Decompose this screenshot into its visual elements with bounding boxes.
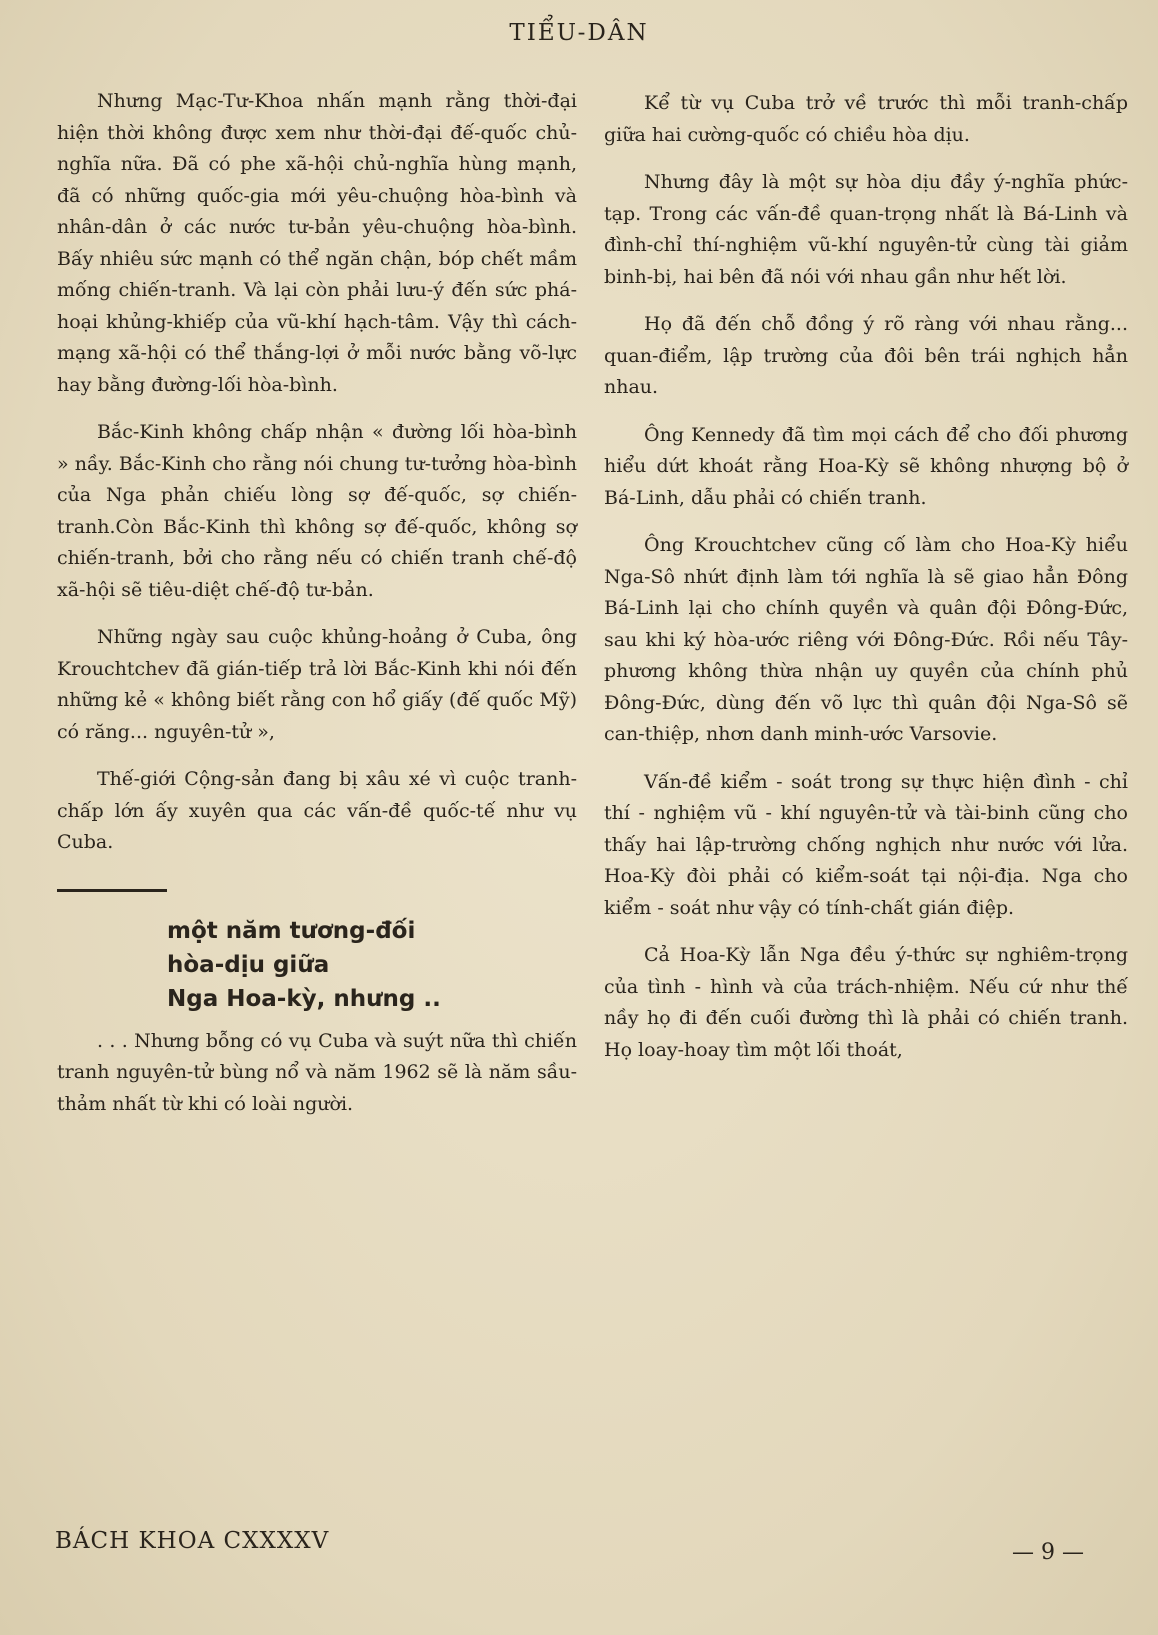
section-heading-line: một năm tương-đối xyxy=(167,917,416,944)
section-heading xyxy=(167,914,577,1016)
right-column xyxy=(604,88,1128,1082)
paragraph: Ông Kennedy đã tìm mọi cách để cho đối phương hiểu dứt khoát rằng Hoa-Kỳ sẽ không nhượng bộ ở Bá-Linh, dẫu phải có chiến tranh. xyxy=(604,423,1128,509)
paragraph: Nhưng đây là một sự hòa dịu đầy ý-nghĩa phức-tạp. Trong các vấn-đề quan-trọng nhất là Bá-Linh và đình-chỉ thí-nghiệm vũ-khí nguyên-tử cùng tài giảm binh-bị, hai bên đã nói với nhau gần như hết lời. xyxy=(604,171,1128,288)
paragraph: . . . Nhưng bỗng có vụ Cuba và suýt nữa thì chiến tranh nguyên-tử bùng nổ và năm 1962 sẽ là năm sầu-thảm nhất từ khi có loài người. xyxy=(57,1029,577,1115)
section-heading-line: hòa-dịu giữa xyxy=(167,951,330,978)
paragraph: Vấn-đề kiểm - soát trong sự thực hiện đình - chỉ thí - nghiệm vũ - khí nguyên-tử và tài-binh cũng cho thấy hai lập-trường chống nghịch như nước với lửa. Hoa-Kỳ đòi phải có kiểm-soát tại nội-địa. Nga cho kiểm - soát như vậy có tính-chất gián điệp. xyxy=(604,770,1128,919)
paragraph: Kể từ vụ Cuba trở về trước thì mỗi tranh-chấp giữa hai cường-quốc có chiều hòa dịu. xyxy=(604,92,1128,146)
paragraph: Bắc-Kinh không chấp nhận « đường lối hòa-bình » nầy. Bắc-Kinh cho rằng nói chung tư-tưởng hòa-bình của Nga phản chiếu lòng sợ đế-quốc, sợ chiến-tranh.Còn Bắc-Kinh thì không sợ đế-quốc, không sợ chiến-tranh, bởi cho rằng nếu có chiến tranh chế-độ xã-hội sẽ tiêu-diệt chế-độ tư-bản. xyxy=(57,421,577,601)
paragraph: Họ đã đến chỗ đồng ý rõ ràng với nhau rằng... quan-điểm, lập trường của đôi bên trái nghịch hẳn nhau. xyxy=(604,313,1128,398)
paragraph: Thế-giới Cộng-sản đang bị xâu xé vì cuộc tranh-chấp lớn ấy xuyên qua các vấn-đề quốc-tế như vụ Cuba. xyxy=(57,768,577,853)
magazine-footer: BÁCH KHOA CXXXXV xyxy=(55,1528,330,1554)
paragraph: Những ngày sau cuộc khủng-hoảng ở Cuba, ông Krouchtchev đã gián-tiếp trả lời Bắc-Kinh khi nói đến những kẻ « không biết rằng con hổ giấy (đế quốc Mỹ) có răng... nguyên-tử », xyxy=(57,626,577,743)
page-number: — 9 — xyxy=(1012,1540,1084,1565)
section-divider xyxy=(57,889,167,892)
paragraph: Ông Krouchtchev cũng cố làm cho Hoa-Kỳ hiểu Nga-Sô nhứt định làm tới nghĩa là sẽ giao hẳn Đông Bá-Linh lại cho chính quyền và quân đội Đông-Đức, sau khi ký hòa-ước riêng với Đông-Đức. Rồi nếu Tây-phương không thừa nhận uy quyền của chính phủ Đông-Đức, dùng đến võ lực thì quân đội Nga-Sô sẽ can-thiệp, nhơn danh minh-ước Varsovie. xyxy=(604,534,1128,745)
running-header: TIỂU-DÂN xyxy=(509,20,649,46)
paragraph: Cả Hoa-Kỳ lẫn Nga đều ý-thức sự nghiêm-trọng của tình - hình và của trách-nhiệm. Nếu cứ như thế nầy họ đi đến cuối đường thì là phải có chiến tranh. Họ loay-hoay tìm một lối thoát, xyxy=(604,944,1128,1061)
section-heading-line: Nga Hoa-kỳ, nhưng .. xyxy=(167,985,441,1012)
left-column xyxy=(57,86,577,1136)
paragraph: Nhưng Mạc-Tư-Khoa nhấn mạnh rằng thời-đại hiện thời không được xem như thời-đại đế-quốc chủ-nghĩa nữa. Đã có phe xã-hội chủ-nghĩa hùng mạnh, đã có những quốc-gia mới yêu-chuộng hòa-bình và nhân-dân ở các nước tư-bản yêu-chuộng hòa-bình. Bấy nhiêu sức mạnh có thể ngăn chận, bóp chết mầm mống chiến-tranh. Và lại còn phải lưu-ý đến sức phá-hoại khủng-khiếp của vũ-khí hạch-tâm. Vậy thì cách-mạng xã-hội có thể thắng-lợi ở mỗi nước bằng võ-lực hay bằng đường-lối hòa-bình. xyxy=(57,90,577,396)
